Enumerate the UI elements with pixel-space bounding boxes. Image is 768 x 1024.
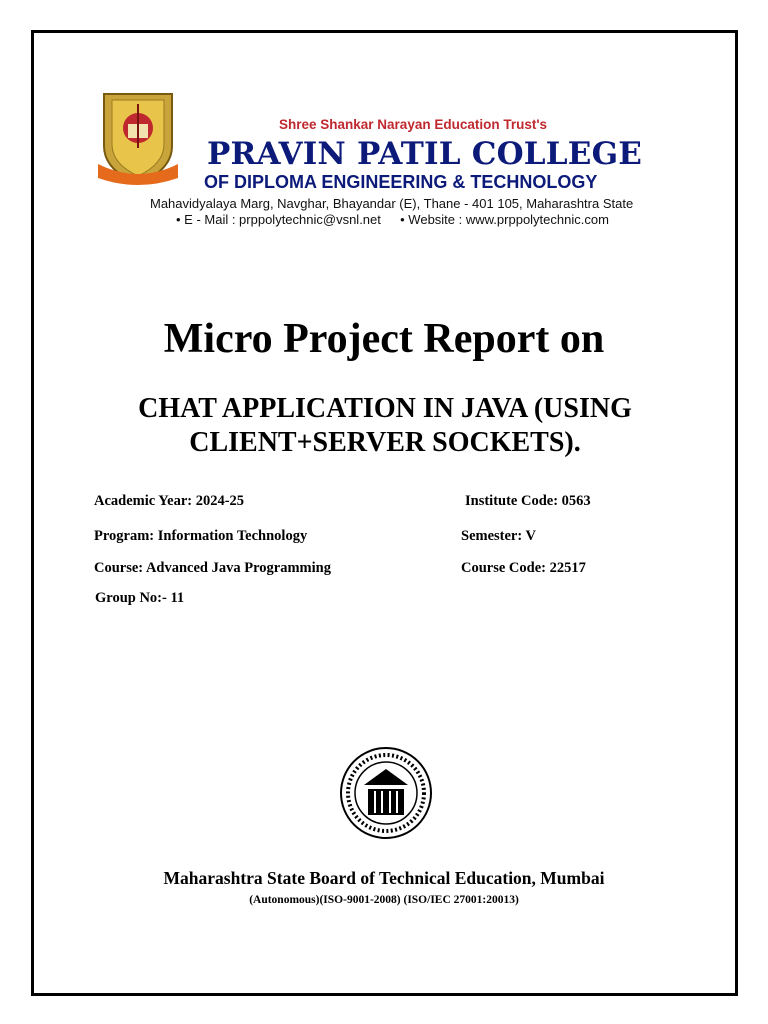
board-accreditation: (Autonomous)(ISO-9001-2008) (ISO/IEC 27001:20013)	[249, 894, 519, 906]
college-name: PRAVIN PATIL COLLEGE	[207, 136, 643, 172]
college-crest-logo	[96, 88, 180, 192]
academic-year: Academic Year: 2024-25	[94, 493, 245, 509]
program: Program: Information Technology	[94, 528, 308, 544]
college-website: • Website : www.prppolytechnic.com	[400, 212, 609, 227]
board-name: Maharashtra State Board of Technical Education, Mumbai	[163, 868, 605, 888]
college-contact	[176, 212, 609, 227]
institute-code: Institute Code: 0563	[465, 493, 591, 509]
course: Course: Advanced Java Programming	[94, 560, 331, 576]
trust-name: Shree Shankar Narayan Education Trust's	[279, 117, 548, 132]
course-code: Course Code: 22517	[461, 560, 586, 576]
group-number: Group No:- 11	[95, 590, 185, 606]
report-title: Micro Project Report on	[163, 316, 605, 362]
report-subtitle-line2: CLIENT+SERVER SOCKETS).	[189, 427, 581, 458]
msbte-seal-logo	[338, 745, 434, 841]
college-email: • E - Mail : prppolytechnic@vsnl.net	[176, 212, 381, 227]
college-address: Mahavidyalaya Marg, Navghar, Bhayandar (E), Thane - 401 105, Maharashtra State	[150, 196, 634, 211]
college-subtitle: OF DIPLOMA ENGINEERING & TECHNOLOGY	[204, 172, 598, 192]
report-subtitle	[60, 392, 710, 460]
semester: Semester: V	[461, 528, 537, 544]
report-subtitle-line1: CHAT APPLICATION IN JAVA (USING	[138, 393, 632, 424]
